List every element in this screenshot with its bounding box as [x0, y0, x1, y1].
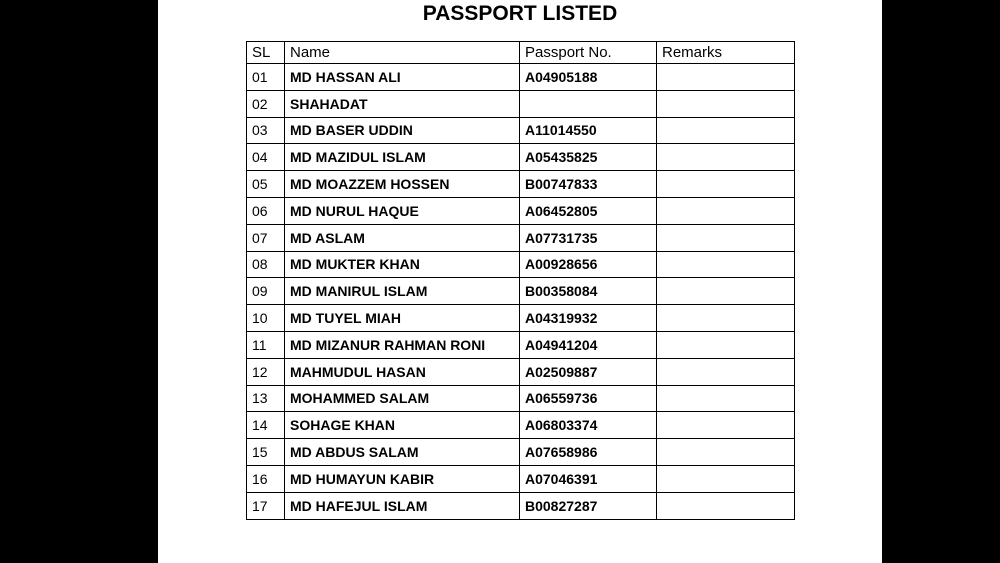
cell-passport-no: A00928656: [520, 251, 657, 278]
cell-sl: 05: [247, 171, 285, 198]
cell-name: MD HUMAYUN KABIR: [285, 465, 520, 492]
cell-passport-no: A05435825: [520, 144, 657, 171]
column-header-sl: SL: [247, 42, 285, 64]
cell-sl: 02: [247, 90, 285, 117]
cell-name: MD MIZANUR RAHMAN RONI: [285, 331, 520, 358]
cell-name: MD ABDUS SALAM: [285, 439, 520, 466]
cell-passport-no: A04941204: [520, 331, 657, 358]
cell-sl: 11: [247, 331, 285, 358]
cell-sl: 09: [247, 278, 285, 305]
table-row: [247, 385, 795, 412]
cell-remarks: [657, 439, 795, 466]
table-row: [247, 144, 795, 171]
cell-passport-no: B00827287: [520, 492, 657, 519]
cell-sl: 17: [247, 492, 285, 519]
table-body: [247, 64, 795, 520]
cell-name: MD NURUL HAQUE: [285, 197, 520, 224]
cell-remarks: [657, 492, 795, 519]
cell-passport-no: B00747833: [520, 171, 657, 198]
cell-name: MD MANIRUL ISLAM: [285, 278, 520, 305]
cell-name: MD BASER UDDIN: [285, 117, 520, 144]
cell-remarks: [657, 64, 795, 91]
cell-passport-no: A04905188: [520, 64, 657, 91]
cell-remarks: [657, 90, 795, 117]
cell-sl: 03: [247, 117, 285, 144]
table-row: [247, 305, 795, 332]
cell-name: MD MUKTER KHAN: [285, 251, 520, 278]
table-row: [247, 90, 795, 117]
cell-passport-no: A02509887: [520, 358, 657, 385]
cell-sl: 08: [247, 251, 285, 278]
cell-sl: 14: [247, 412, 285, 439]
cell-sl: 16: [247, 465, 285, 492]
cell-remarks: [657, 197, 795, 224]
cell-remarks: [657, 224, 795, 251]
cell-remarks: [657, 144, 795, 171]
cell-passport-no: A06452805: [520, 197, 657, 224]
table-row: [247, 251, 795, 278]
cell-sl: 01: [247, 64, 285, 91]
column-header-name: Name: [285, 42, 520, 64]
cell-passport-no: A07658986: [520, 439, 657, 466]
cell-passport-no: A11014550: [520, 117, 657, 144]
document-title: PASSPORT LISTED: [422, 2, 618, 25]
cell-passport-no: A04319932: [520, 305, 657, 332]
cell-remarks: [657, 117, 795, 144]
cell-sl: 06: [247, 197, 285, 224]
column-header-passport: Passport No.: [520, 42, 657, 64]
cell-remarks: [657, 278, 795, 305]
cell-remarks: [657, 465, 795, 492]
cell-name: SOHAGE KHAN: [285, 412, 520, 439]
cell-name: MD ASLAM: [285, 224, 520, 251]
table-header-row: [247, 42, 795, 64]
table-row: [247, 492, 795, 519]
cell-remarks: [657, 412, 795, 439]
cell-sl: 15: [247, 439, 285, 466]
cell-name: MD HASSAN ALI: [285, 64, 520, 91]
cell-name: MD MOAZZEM HOSSEN: [285, 171, 520, 198]
cell-sl: 04: [247, 144, 285, 171]
cell-name: MOHAMMED SALAM: [285, 385, 520, 412]
cell-passport-no: B00358084: [520, 278, 657, 305]
table-row: [247, 412, 795, 439]
cell-name: MD HAFEJUL ISLAM: [285, 492, 520, 519]
table-row: [247, 117, 795, 144]
cell-remarks: [657, 251, 795, 278]
cell-name: MD MAZIDUL ISLAM: [285, 144, 520, 171]
table-row: [247, 171, 795, 198]
cell-remarks: [657, 358, 795, 385]
cell-passport-no: A07046391: [520, 465, 657, 492]
table-row: [247, 197, 795, 224]
cell-remarks: [657, 331, 795, 358]
cell-remarks: [657, 305, 795, 332]
table-row: [247, 439, 795, 466]
cell-name: MAHMUDUL HASAN: [285, 358, 520, 385]
cell-name: MD TUYEL MIAH: [285, 305, 520, 332]
column-header-remarks: Remarks: [657, 42, 795, 64]
cell-passport-no: A07731735: [520, 224, 657, 251]
table-row: [247, 224, 795, 251]
table-row: [247, 358, 795, 385]
cell-passport-no: [520, 90, 657, 117]
document-page: [158, 0, 882, 563]
table-row: [247, 465, 795, 492]
table-row: [247, 278, 795, 305]
passport-table: [246, 41, 795, 520]
cell-sl: 07: [247, 224, 285, 251]
table-row: [247, 64, 795, 91]
cell-remarks: [657, 385, 795, 412]
cell-remarks: [657, 171, 795, 198]
cell-name: SHAHADAT: [285, 90, 520, 117]
cell-passport-no: A06803374: [520, 412, 657, 439]
cell-sl: 12: [247, 358, 285, 385]
table-row: [247, 331, 795, 358]
cell-sl: 13: [247, 385, 285, 412]
cell-passport-no: A06559736: [520, 385, 657, 412]
cell-sl: 10: [247, 305, 285, 332]
